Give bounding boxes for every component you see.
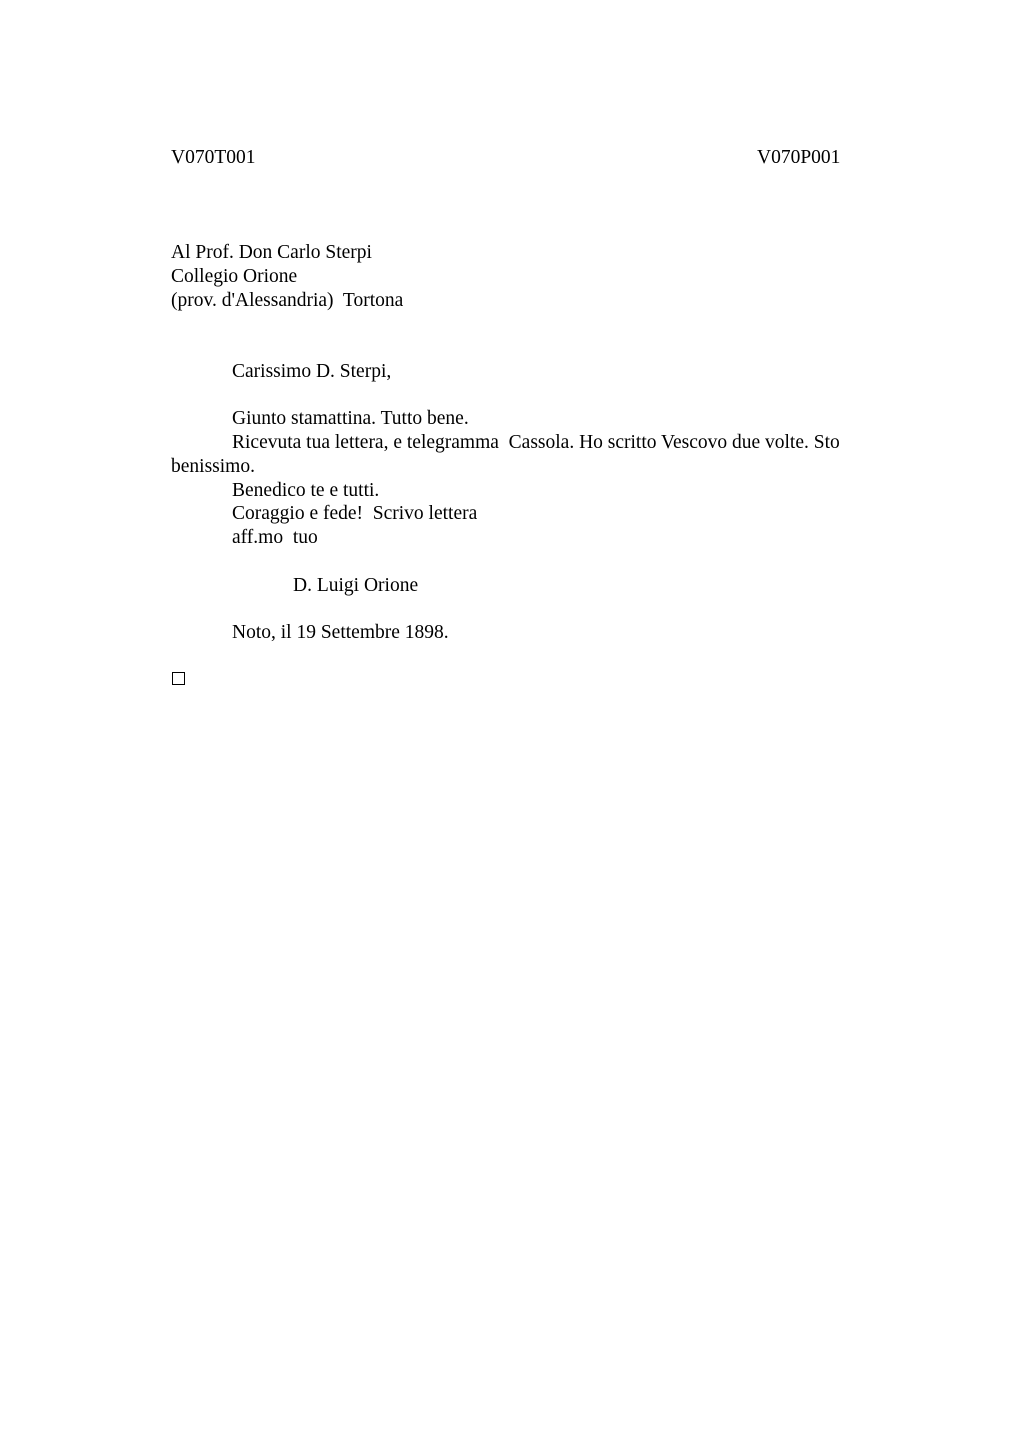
document-code-right: V070P001 [757,147,841,168]
address-line-recipient: Al Prof. Don Carlo Sterpi [171,242,372,263]
letter-salutation: Carissimo D. Sterpi, [232,361,392,382]
letter-body-line: Giunto stamattina. Tutto bene. [232,408,469,429]
letter-signature: D. Luigi Orione [293,575,419,596]
address-line-city: (prov. d'Alessandria) Tortona [171,290,404,311]
letter-body-line: Ricevuta tua lettera, e telegramma Cassola. Ho scritto Vescovo due volte. Sto [232,432,840,453]
letter-body-line: Coraggio e fede! Scrivo lettera [232,503,478,524]
letter-body-line: benissimo. [171,456,255,477]
empty-square-icon [172,672,185,685]
letter-closing: aff.mo tuo [232,527,318,548]
address-line-institution: Collegio Orione [171,266,298,287]
letter-body-line: Benedico te e tutti. [232,480,380,501]
letter-place-date: Noto, il 19 Settembre 1898. [232,622,449,643]
document-code-left: V070T001 [171,147,256,168]
